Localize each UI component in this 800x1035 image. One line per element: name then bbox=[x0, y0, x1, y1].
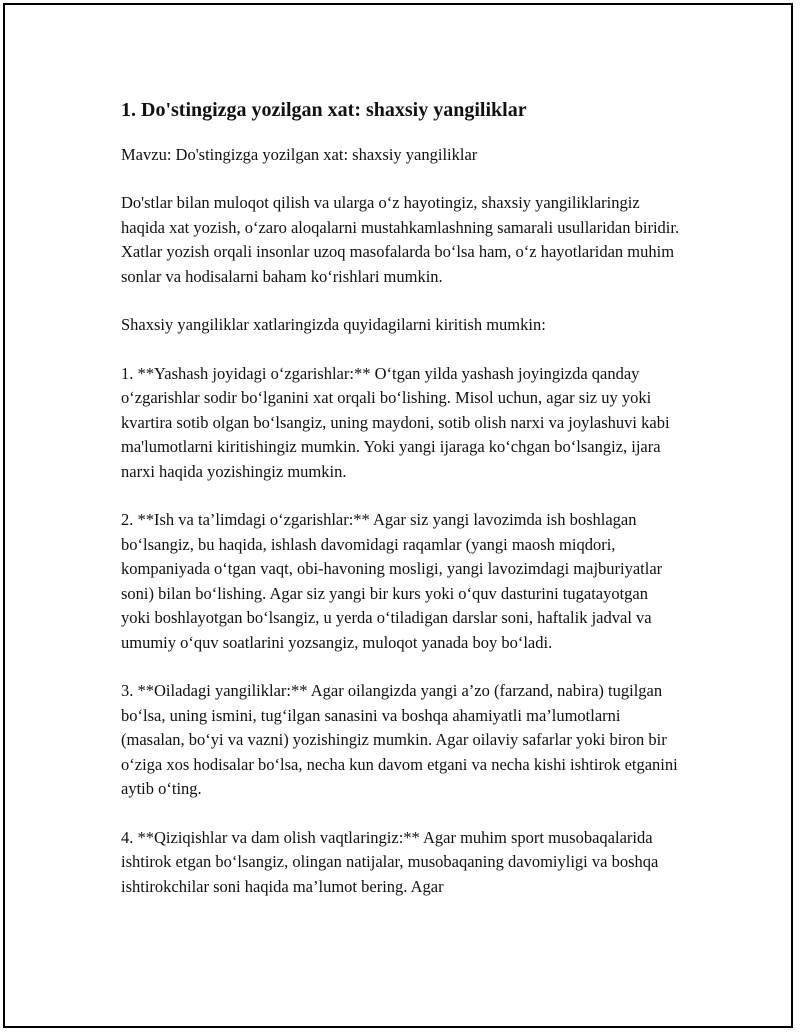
list-item-work-education: 2. **Ish va ta’limdagi o‘zgarishlar:** Agar siz yangi lavozimda ish boshlagan bo‘lsangiz, bu haqida, ishlash davomidagi raqamlar (yangi maosh miqdori, kompaniyada o‘tgan vaqt, obi-havoning mosligi, yangi lavozimdagi majburiyatlar soni) bilan bo‘lishing. Agar siz yangi bir kurs yoki o‘quv dasturini tugatayotgan yoki boshlayotgan bo‘lsangiz, u yerda o‘tiladigan darslar soni, haftalik jadval va umumiy o‘quv soatlarini yozsangiz, muloqot yanada boy bo‘ladi. bbox=[121, 510, 663, 652]
list-item-hobbies: 4. **Qiziqishlar va dam olish vaqtlaringiz:** Agar muhim sport musobaqalarida ishtirok etgan bo‘lsangiz, olingan natijalar, musobaqaning davomiyligi va boshqa ishtirokchilar soni haqida ma’lumot bering. Agar bbox=[121, 827, 659, 896]
subject-line: Mavzu: Do'stingizga yozilgan xat: shaxsiy yangiliklar bbox=[121, 145, 478, 164]
document-body bbox=[121, 97, 681, 899]
list-item-family: 3. **Oiladagi yangiliklar:** Agar oilangizda yangi a’zo (farzand, nabira) tugilgan bo‘lsa, uning ismini, tug‘ilgan sanasini va boshqa ahamiyatli ma’lumotlarni (masalan, bo‘yi va vazni) yozishingiz mumkin. Agar oilaviy safarlar yoki biron bir o‘ziga xos hodisalar bo‘lsa, necha kun davom etgani va necha kishi ishtirok etganini aytib o‘ting. bbox=[121, 681, 678, 798]
list-lead-paragraph: Shaxsiy yangiliklar xatlaringizda quyidagilarni kiritish mumkin: bbox=[121, 315, 546, 334]
list-item-residence: 1. **Yashash joyidagi o‘zgarishlar:** O‘tgan yilda yashash joyingizda qanday o‘zgarishlar sodir bo‘lganini xat orqali bo‘lishing. Misol uchun, agar siz uy yoki kvartira sotib olgan bo‘lsangiz, uning maydoni, sotib olish narxi va joylashuvi kabi ma'lumotlarni kiritishingiz mumkin. Yoki yangi ijaraga ko‘chgan bo‘lsangiz, ijara narxi haqida yozishingiz mumkin. bbox=[121, 363, 670, 481]
intro-paragraph: Do'stlar bilan muloqot qilish va ularga o‘z hayotingiz, shaxsiy yangiliklaringiz haqida xat yozish, o‘zaro aloqalarni mustahkamlashning samarali usullaridan biridir. Xatlar yozish orqali insonlar uzoq masofalarda bo‘lsa ham, o‘z hayotlaridan muhim sonlar va hodisalarni baham ko‘rishlari mumkin. bbox=[121, 193, 680, 286]
document-title: 1. Do'stingizga yozilgan xat: shaxsiy yangiliklar bbox=[121, 99, 527, 121]
page-frame bbox=[3, 3, 793, 1028]
